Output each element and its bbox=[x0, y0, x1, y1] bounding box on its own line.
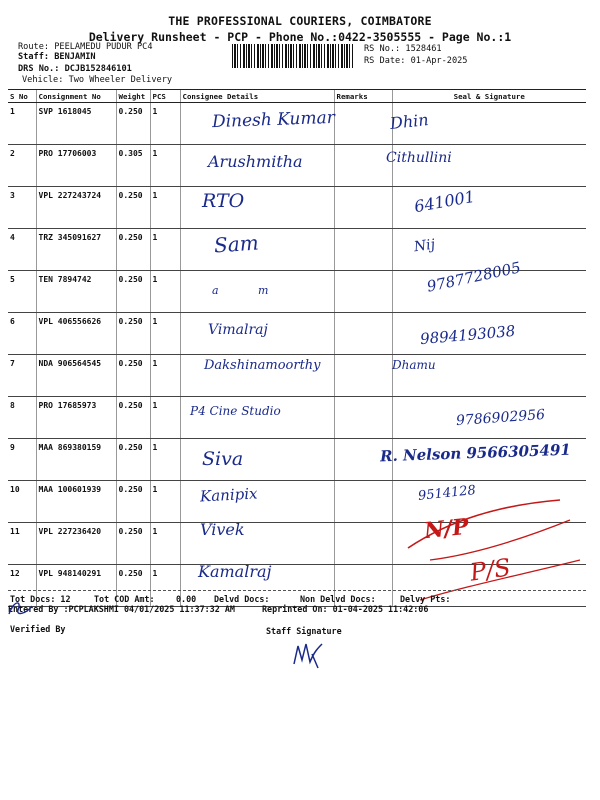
row-weight: 0.250 bbox=[116, 565, 150, 607]
row-pcs: 1 bbox=[150, 187, 180, 229]
handwritten-signature: 9786902956 bbox=[455, 406, 546, 430]
rs-number: RS No.: 1528461 bbox=[364, 44, 442, 54]
handwritten-consignee: a m bbox=[212, 284, 287, 297]
handwritten-consignee: Dakshinamoorthy bbox=[204, 358, 321, 373]
row-consignment: NDA 906564545 bbox=[36, 355, 116, 397]
row-sno: 1 bbox=[8, 103, 36, 145]
company-title: THE PROFESSIONAL COURIERS, COIMBATORE bbox=[168, 14, 432, 28]
total-cod-value: 0.00 bbox=[176, 594, 197, 604]
row-pcs: 1 bbox=[150, 229, 180, 271]
row-sno: 12 bbox=[8, 565, 36, 607]
handwritten-signature: Dhin bbox=[389, 110, 430, 133]
row-weight: 0.250 bbox=[116, 103, 150, 145]
row-sno: 7 bbox=[8, 355, 36, 397]
row-sno: 6 bbox=[8, 313, 36, 355]
reprinted-on: Reprinted On: 01-04-2025 11:42:06 bbox=[262, 604, 429, 614]
handwritten-signature: 9894193038 bbox=[419, 321, 517, 349]
entered-by: Entered By :PCPLAKSHMI 04/01/2025 11:37:32 AM bbox=[8, 604, 235, 614]
col-seal-signature: Seal & Signature bbox=[392, 90, 586, 103]
staff-label: Staff: BENJAMIN bbox=[18, 52, 96, 62]
col-remarks: Remarks bbox=[334, 90, 392, 103]
rs-date: RS Date: 01-Apr-2025 bbox=[364, 56, 468, 66]
row-consignment: PRO 17685973 bbox=[36, 397, 116, 439]
handwritten-consignee: Vimalraj bbox=[208, 322, 268, 338]
row-sno: 5 bbox=[8, 271, 36, 313]
row-weight: 0.250 bbox=[116, 313, 150, 355]
handwritten-signature: 641001 bbox=[412, 186, 477, 217]
handwritten-red-note: N/P bbox=[422, 513, 470, 545]
handwritten-consignee: Sam bbox=[213, 230, 260, 258]
delivery-points: Delvy Pts: bbox=[400, 594, 451, 604]
entered-by-signature bbox=[6, 596, 36, 620]
col-weight: Weight bbox=[116, 90, 150, 103]
row-pcs: 1 bbox=[150, 103, 180, 145]
handwritten-signature: R. Nelson 9566305491 bbox=[379, 440, 572, 466]
row-pcs: 1 bbox=[150, 271, 180, 313]
staff-signature-label: Staff Signature bbox=[266, 626, 342, 636]
row-pcs: 1 bbox=[150, 439, 180, 481]
row-sno: 9 bbox=[8, 439, 36, 481]
col-consignment: Consignment No bbox=[36, 90, 116, 103]
handwritten-signature: 9514128 bbox=[417, 483, 477, 504]
non-delivered-docs: Non Delvd Docs: bbox=[300, 594, 376, 604]
row-consignment: SVP 1618045 bbox=[36, 103, 116, 145]
row-sno: 10 bbox=[8, 481, 36, 523]
row-consignment: VPL 227236420 bbox=[36, 523, 116, 565]
handwritten-consignee: Vivek bbox=[200, 520, 245, 539]
handwritten-red-note: P/S bbox=[468, 553, 513, 587]
row-sno: 11 bbox=[8, 523, 36, 565]
row-weight: 0.250 bbox=[116, 355, 150, 397]
row-consignment: PRO 17706003 bbox=[36, 145, 116, 187]
staff-signature bbox=[288, 632, 328, 672]
handwritten-consignee: Arushmitha bbox=[208, 152, 303, 171]
row-consignment: VPL 406556626 bbox=[36, 313, 116, 355]
row-weight: 0.250 bbox=[116, 271, 150, 313]
handwritten-consignee: Dinesh Kumar bbox=[211, 107, 336, 133]
route-label: Route: PEELAMEDU PUDUR PC4 bbox=[18, 42, 153, 52]
handwritten-signature: 9787728005 bbox=[425, 258, 523, 296]
row-sno: 2 bbox=[8, 145, 36, 187]
row-weight: 0.250 bbox=[116, 439, 150, 481]
row-weight: 0.250 bbox=[116, 397, 150, 439]
row-pcs: 1 bbox=[150, 313, 180, 355]
handwritten-signature: Dhamu bbox=[392, 358, 436, 372]
handwritten-consignee: Siva bbox=[202, 448, 244, 470]
verified-by-label: Verified By bbox=[10, 624, 66, 634]
total-cod-label: Tot COD Amt: bbox=[94, 594, 155, 604]
handwritten-consignee: Kanipix bbox=[199, 484, 258, 506]
row-sno: 3 bbox=[8, 187, 36, 229]
row-sno: 8 bbox=[8, 397, 36, 439]
runsheet-subtitle: Delivery Runsheet - PCP - Phone No.:0422-3505555 - Page No.:1 bbox=[88, 30, 512, 44]
row-weight: 0.305 bbox=[116, 145, 150, 187]
handwritten-consignee: RTO bbox=[202, 190, 245, 212]
col-consignee: Consignee Details bbox=[180, 90, 334, 103]
row-pcs: 1 bbox=[150, 355, 180, 397]
row-pcs: 1 bbox=[150, 397, 180, 439]
row-pcs: 1 bbox=[150, 565, 180, 607]
row-pcs: 1 bbox=[150, 481, 180, 523]
row-weight: 0.250 bbox=[116, 481, 150, 523]
row-weight: 0.250 bbox=[116, 187, 150, 229]
col-pcs: PCS bbox=[150, 90, 180, 103]
row-consignment: VPL 948140291 bbox=[36, 565, 116, 607]
row-pcs: 1 bbox=[150, 523, 180, 565]
handwritten-consignee: Kamalraj bbox=[198, 562, 272, 581]
row-consignment: VPL 227243724 bbox=[36, 187, 116, 229]
handwritten-consignee: P4 Cine Studio bbox=[190, 404, 281, 418]
handwritten-signature: Nij bbox=[412, 236, 437, 256]
row-consignment: MAA 869380159 bbox=[36, 439, 116, 481]
row-consignment: TRZ 345091627 bbox=[36, 229, 116, 271]
vehicle-label: Vehicle: Two Wheeler Delivery bbox=[22, 75, 173, 85]
row-weight: 0.250 bbox=[116, 523, 150, 565]
row-sno: 4 bbox=[8, 229, 36, 271]
row-consignment: TEN 7894742 bbox=[36, 271, 116, 313]
row-weight: 0.250 bbox=[116, 229, 150, 271]
col-sno: S No bbox=[8, 90, 36, 103]
drs-number: DRS No.: DCJB152846101 bbox=[18, 64, 132, 74]
total-docs: Tot Docs: 12 bbox=[10, 594, 71, 604]
footer-divider bbox=[8, 590, 586, 591]
row-pcs: 1 bbox=[150, 145, 180, 187]
handwritten-signature: Cithullini bbox=[386, 150, 452, 166]
delivered-docs: Delvd Docs: bbox=[214, 594, 270, 604]
row-consignment: MAA 100601939 bbox=[36, 481, 116, 523]
